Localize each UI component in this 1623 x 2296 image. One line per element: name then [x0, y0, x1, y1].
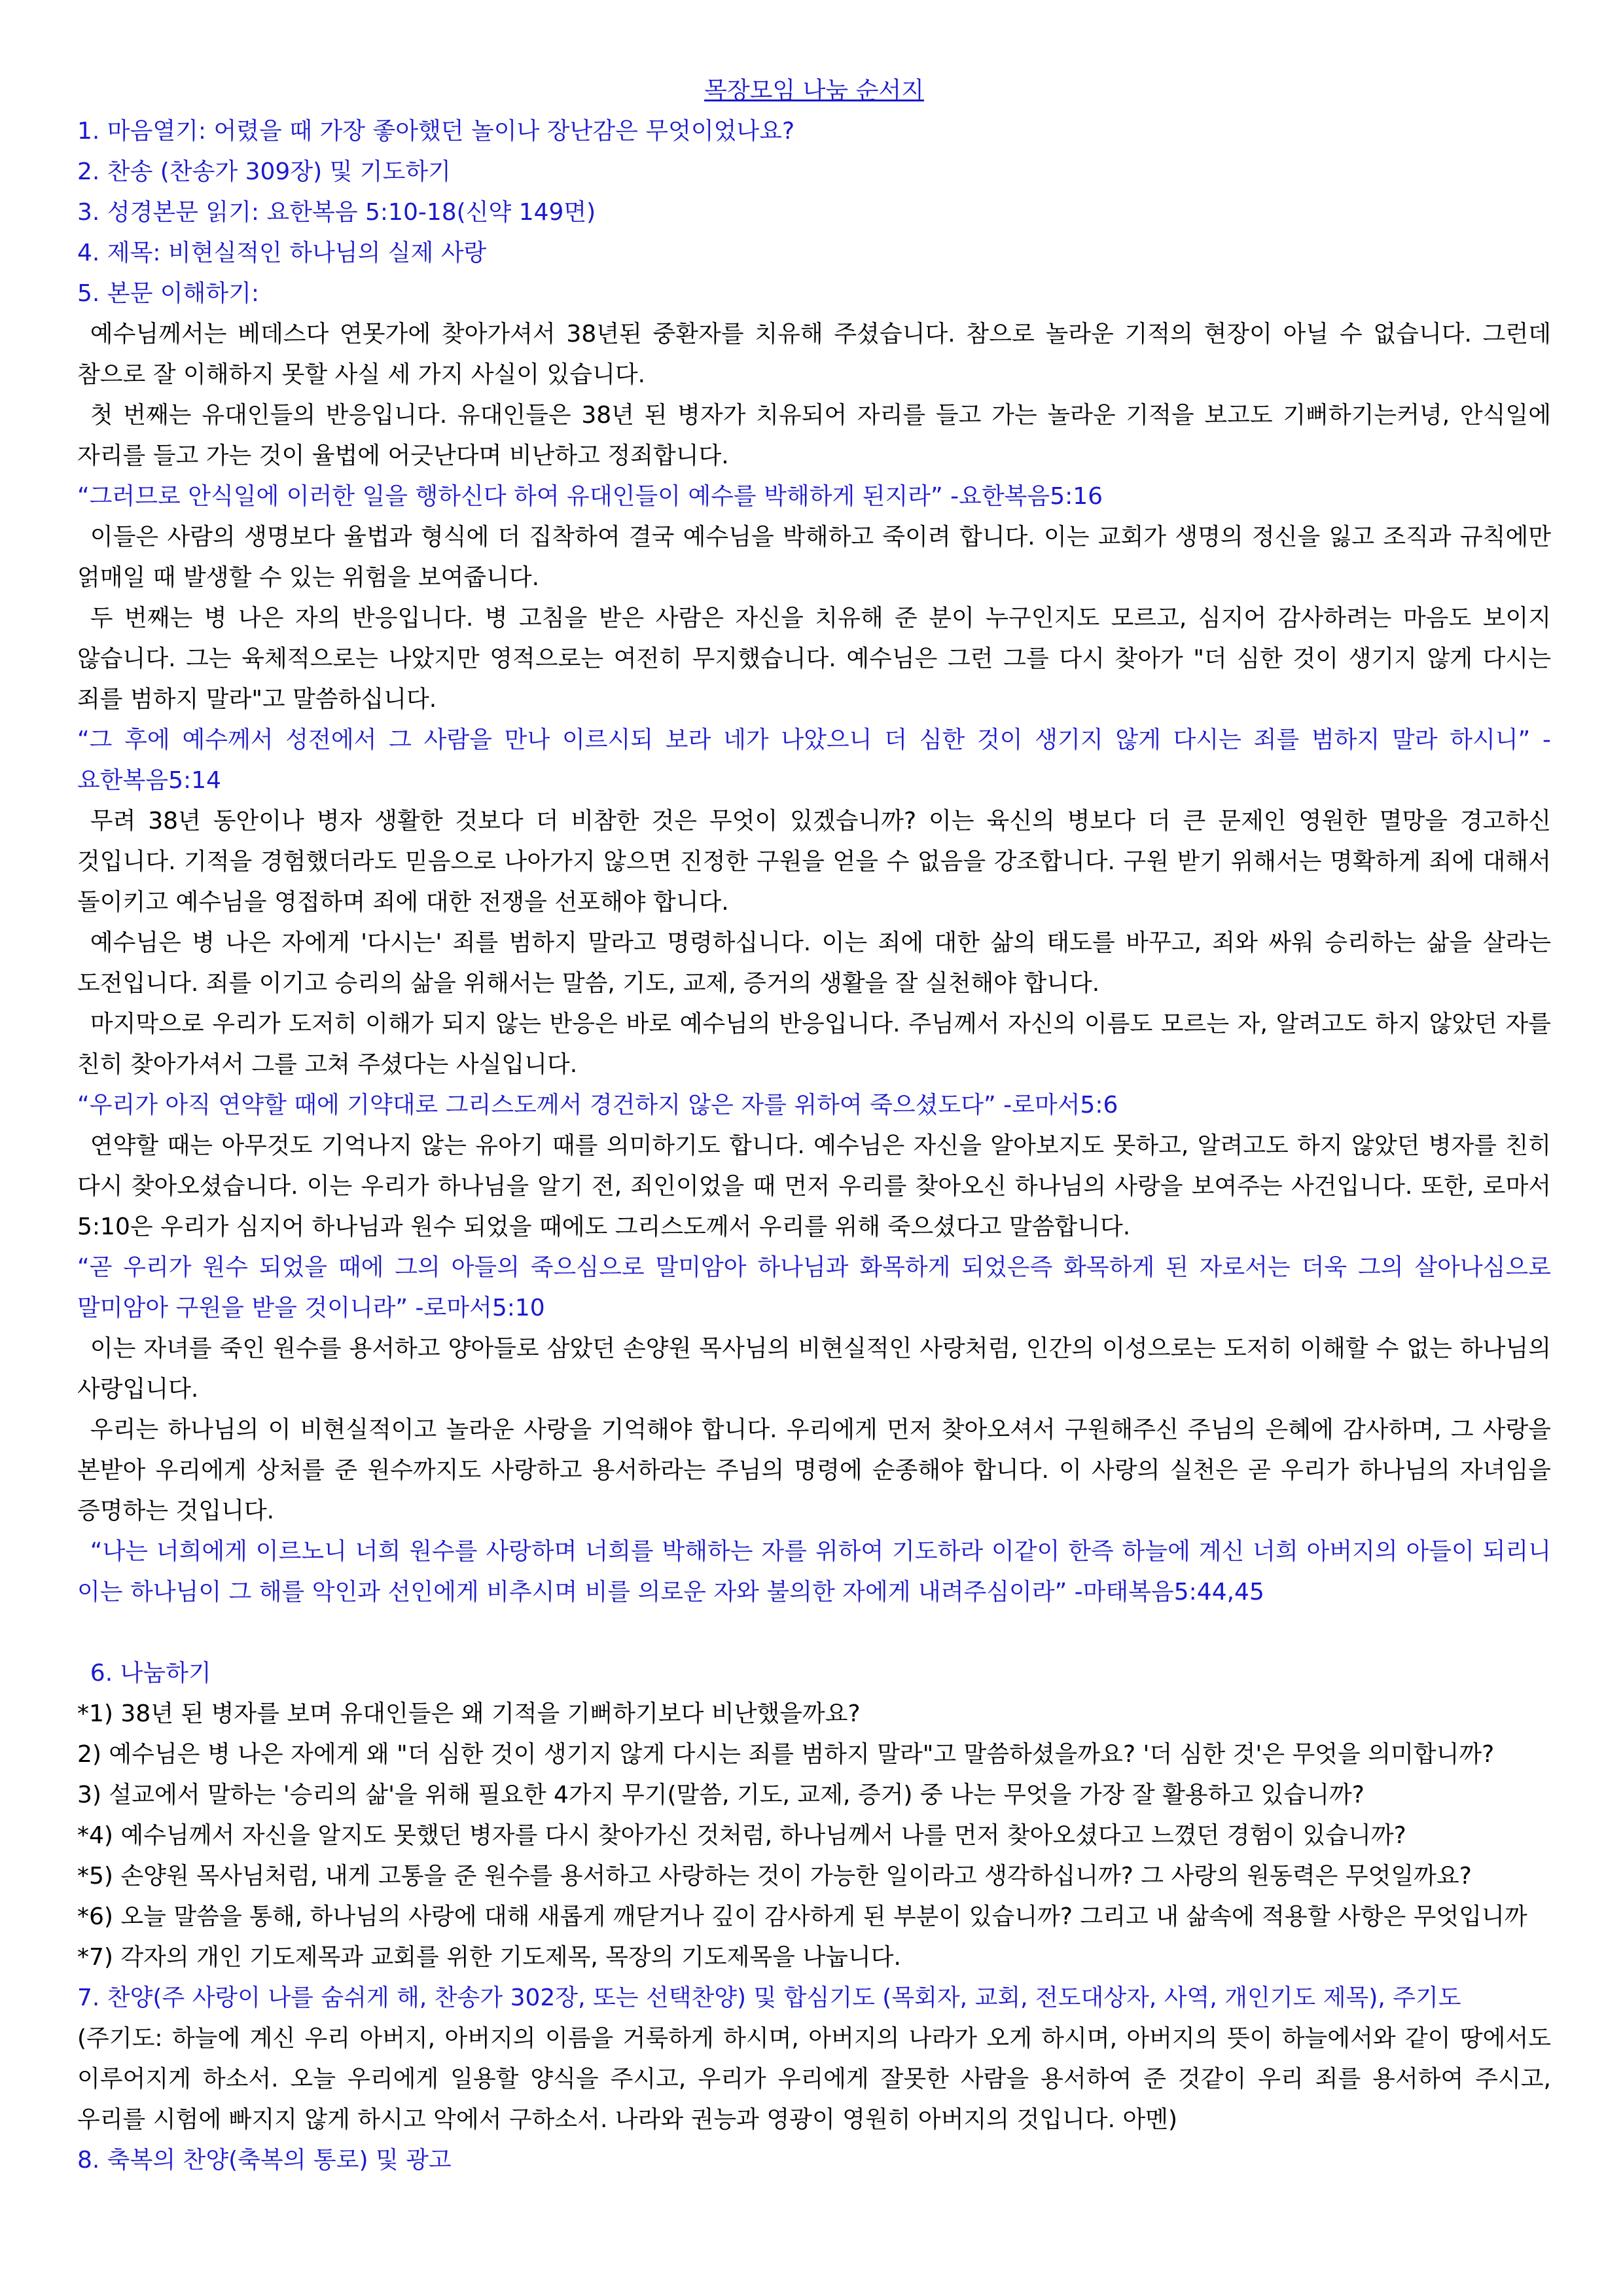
body-paragraph-5: 무려 38년 동안이나 병자 생활한 것보다 더 비참한 것은 무엇이 있겠습니까? 이는 육신의 병보다 더 큰 문제인 영원한 멸망을 경고하신 것입니다. 기적을 경험했더라도 믿음으로 나아가지 않으면 진정한 구원을 얻을 수 없음을 강조합니다. 구원 받기 위해서는 명확하게 죄에 대해서 돌이키고 예수님을 영접하며 죄에 대한 전쟁을 선포해야 합니다.	[77, 808, 1551, 916]
body-paragraph-2: 첫 번째는 유대인들의 반응입니다. 유대인들은 38년 된 병자가 치유되어 자리를 들고 가는 놀라운 기적을 보고도 기뻐하기는커녕, 안식일에 자리를 들고 가는 것이 율법에 어긋난다며 비난하고 정죄합니다.	[77, 402, 1551, 469]
scripture-quote-3: “우리가 아직 연약할 때에 기약대로 그리스도께서 경건하지 않은 자를 위하여 죽으셨도다” -로마서5:6	[77, 1092, 1118, 1119]
body-paragraph-1: 예수님께서는 베데스다 연못가에 찾아가셔서 38년된 중환자를 치유해 주셨습니다. 참으로 놀라운 기적의 현장이 아닐 수 없습니다. 그런데 참으로 잘 이해하지 못할 사실 세 가지 사실이 있습니다.	[77, 321, 1551, 388]
sharing-question-7: *7) 각자의 개인 기도제목과 교회를 위한 기도제목, 목장의 기도제목을 나눕니다.	[77, 1944, 901, 1971]
sharing-question-4: *4) 예수님께서 자신을 알지도 못했던 병자를 다시 찾아가신 것처럼, 하나님께서 나를 먼저 찾아오셨다고 느꼈던 경험이 있습니까?	[77, 1822, 1406, 1849]
sharing-question-3: 3) 설교에서 말하는 '승리의 삶'을 위해 필요한 4가지 무기(말씀, 기도, 교제, 증거) 중 나는 무엇을 가장 잘 활용하고 있습니까?	[77, 1782, 1364, 1808]
item-7-praise-prayer: 7. 찬양(주 사랑이 나를 숨쉬게 해, 찬송가 302장, 또는 선택찬양) 및 합심기도 (목회자, 교회, 전도대상자, 사역, 개인기도 제목), 주기도	[77, 1984, 1461, 2011]
scripture-quote-4: “곧 우리가 원수 되었을 때에 그의 아들의 죽으심으로 말미암아 하나님과 화목하게 되었은즉 화목하게 된 자로서는 더욱 그의 살아나심으로 말미암아 구원을 받을 것이니라” -로마서5:10	[77, 1254, 1551, 1321]
item-2-hymn: 2. 찬송 (찬송가 309장) 및 기도하기	[77, 158, 451, 185]
section-spacer	[77, 1613, 1551, 1653]
item-4-subject: 4. 제목: 비현실적인 하나님의 실제 사랑	[77, 240, 487, 266]
body-paragraph-10: 우리는 하나님의 이 비현실적이고 놀라운 사랑을 기억해야 합니다. 우리에게 먼저 찾아오셔서 구원해주신 주님의 은혜에 감사하며, 그 사랑을 본받아 우리에게 상처를 준 원수까지도 사랑하고 용서하라는 주님의 명령에 순종해야 합니다. 이 사랑의 실천은 곧 우리가 하나님의 자녀임을 증명하는 것입니다.	[77, 1416, 1551, 1524]
sharing-question-1: *1) 38년 된 병자를 보며 유대인들은 왜 기적을 기뻐하기보다 비난했을까요?	[77, 1700, 861, 1727]
item-5-understanding: 5. 본문 이해하기:	[77, 280, 260, 307]
lords-prayer: (주기도: 하늘에 계신 우리 아버지, 아버지의 이름을 거룩하게 하시며, 아버지의 나라가 오게 하시며, 아버지의 뜻이 하늘에서와 같이 땅에서도 이루어지게 하소서. 오늘 우리에게 일용할 양식을 주시고, 우리가 우리에게 잘못한 사람을 용서하여 준 것같이 우리 죄를 용서하여 주시고, 우리를 시험에 빠지지 않게 하시고 악에서 구하소서. 나라와 권능과 영광이 영원히 아버지의 것입니다. 아멘)	[77, 2025, 1551, 2133]
body-paragraph-3: 이들은 사람의 생명보다 율법과 형식에 더 집착하여 결국 예수님을 박해하고 죽이려 합니다. 이는 교회가 생명의 정신을 잃고 조직과 규칙에만 얽매일 때 발생할 수 있는 위험을 보여줍니다.	[77, 524, 1551, 591]
document-content	[77, 71, 1551, 2181]
scripture-quote-1: “그러므로 안식일에 이러한 일을 행하신다 하여 유대인들이 예수를 박해하게 된지라” -요한복음5:16	[77, 483, 1103, 510]
sharing-heading: 6. 나눔하기	[90, 1660, 211, 1687]
body-paragraph-9: 이는 자녀를 죽인 원수를 용서하고 양아들로 삼았던 손양원 목사님의 비현실적인 사랑처럼, 인간의 이성으로는 도저히 이해할 수 없는 하나님의 사랑입니다.	[77, 1335, 1551, 1403]
item-8-blessing: 8. 축복의 찬양(축복의 통로) 및 광고	[77, 2147, 452, 2174]
sharing-question-6: *6) 오늘 말씀을 통해, 하나님의 사랑에 대해 새롭게 깨닫거나 깊이 감사하게 된 부분이 있습니까? 그리고 내 삶속에 적용할 사항은 무엇입니까	[77, 1903, 1527, 1930]
document-title: 목장모임 나눔 순서지	[704, 77, 924, 104]
scripture-quote-5: “나는 너희에게 이르노니 너희 원수를 사랑하며 너희를 박해하는 자를 위하여 기도하라 이같이 한즉 하늘에 계신 너희 아버지의 아들이 되리니 이는 하나님이 그 해를 악인과 선인에게 비추시며 비를 의로운 자와 불의한 자에게 내려주심이라” -마태복음5:44,45	[77, 1538, 1551, 1605]
scripture-quote-2: “그 후에 예수께서 성전에서 그 사람을 만나 이르시되 보라 네가 나았으니 더 심한 것이 생기지 않게 다시는 죄를 범하지 말라 하시니” -요한복음5:14	[77, 726, 1551, 794]
item-1-icebreaker: 1. 마음열기: 어렸을 때 가장 좋아했던 놀이나 장난감은 무엇이었나요?	[77, 118, 795, 145]
body-paragraph-7: 마지막으로 우리가 도저히 이해가 되지 않는 반응은 바로 예수님의 반응입니다. 주님께서 자신의 이름도 모르는 자, 알려고도 하지 않았던 자를 친히 찾아가셔서 그를 고쳐 주셨다는 사실입니다.	[77, 1011, 1551, 1078]
item-3-scripture: 3. 성경본문 읽기: 요한복음 5:10-18(신약 149면)	[77, 199, 596, 226]
sharing-question-5: *5) 손양원 목사님처럼, 내게 고통을 준 원수를 용서하고 사랑하는 것이 가능한 일이라고 생각하십니까? 그 사랑의 원동력은 무엇일까요?	[77, 1863, 1472, 1890]
body-paragraph-6: 예수님은 병 나은 자에게 '다시는' 죄를 범하지 말라고 명령하십니다. 이는 죄에 대한 삶의 태도를 바꾸고, 죄와 싸워 승리하는 삶을 살라는 도전입니다. 죄를 이기고 승리의 삶을 위해서는 말씀, 기도, 교제, 증거의 생활을 잘 실천해야 합니다.	[77, 929, 1551, 997]
body-paragraph-8: 연약할 때는 아무것도 기억나지 않는 유아기 때를 의미하기도 합니다. 예수님은 자신을 알아보지도 못하고, 알려고도 하지 않았던 병자를 친히 다시 찾아오셨습니다. 이는 우리가 하나님을 알기 전, 죄인이었을 때 먼저 우리를 찾아오신 하나님의 사랑을 보여주는 사건입니다. 또한, 로마서 5:10은 우리가 심지어 하나님과 원수 되었을 때에도 그리스도께서 우리를 위해 죽으셨다고 말씀합니다.	[77, 1132, 1551, 1240]
sharing-question-2: 2) 예수님은 병 나은 자에게 왜 "더 심한 것이 생기지 않게 다시는 죄를 범하지 말라"고 말씀하셨을까요? '더 심한 것'은 무엇을 의미합니까?	[77, 1741, 1495, 1768]
body-paragraph-4: 두 번째는 병 나은 자의 반응입니다. 병 고침을 받은 사람은 자신을 치유해 준 분이 누구인지도 모르고, 심지어 감사하려는 마음도 보이지 않습니다. 그는 육체적으로는 나았지만 영적으로는 여전히 무지했습니다. 예수님은 그런 그를 다시 찾아가 "더 심한 것이 생기지 않게 다시는 죄를 범하지 말라"고 말씀하십니다.	[77, 605, 1551, 713]
